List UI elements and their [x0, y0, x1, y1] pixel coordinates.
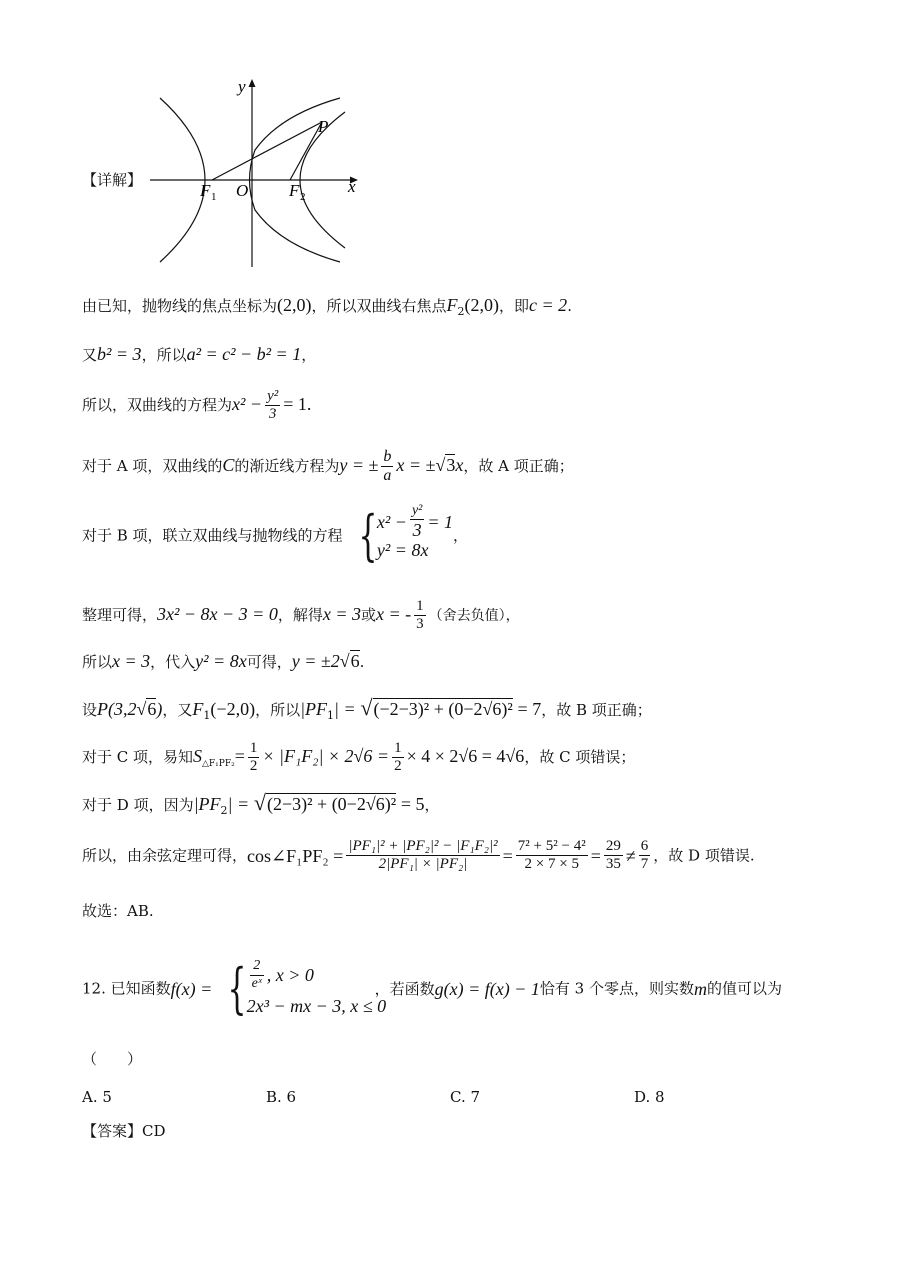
solution-line-3: 所以，双曲线的方程为x² − $\frac{\text{y²}}{3}$ = 1.	[82, 388, 312, 423]
label-f2-sub: 2	[300, 191, 306, 203]
question-12-paren: （ ）	[82, 1050, 143, 1068]
option-a: A. 5	[82, 1088, 112, 1106]
option-d: D. 8	[634, 1088, 665, 1106]
solution-line-7: 所以x = 3，代入y² = 8x可得，y = ±2√6.	[82, 651, 365, 671]
label-f1: F	[200, 181, 211, 200]
label-f2: F	[289, 181, 300, 200]
solution-line-11: 所以，由余弦定理可得，cos∠F₁PF₂ = $\frac{\text{|PF₁|² + |PF₂|² − |F₁F₂|²}}{\text{2|PF₁| × |PF₂|}}$ = $\frac{\text{7² + 5² − 4²}}{2 \times 7 \times 5}$ = $\frac{29}{35}$ ≠ $\frac{6}{7}$ ，故 D 项错误.	[82, 838, 755, 873]
solution-line-5: 对于 B 项，联立双曲线与抛物线的方程 { x² − $\frac{\text{y²}}{3}$ = 1 y² = 8x ，	[82, 503, 469, 567]
label-f1-sub: 1	[211, 191, 217, 203]
solution-line-10: 对于 D 项，因为$|PF_2| = √(2-3)^2 + (0-2√6)^2 = 5$，	[82, 790, 440, 817]
solution-line-9: 对于 C 项，易知$S_{\triangle F_1PF_2}=$ $\frac{1}{2}$ × |F₁F₂| × 2√6 = $\frac{1}{2}$ × 4 × 2√6 = 4√6，故 C 项错误；	[82, 740, 636, 775]
solution-line-6: 整理可得，3x² − 8x − 3 = 0，解得x = 3或x = - $\frac{1}{3}$ （舍去负值），	[82, 598, 520, 633]
piecewise-function: $\frac{2}{\text{eˣ}}$ , x > 0 2x³ − mx − 3, x ≤ 0	[246, 958, 387, 1016]
y-axis-arrow	[249, 79, 256, 87]
question-12: 12. 已知函数f(x) = { $\frac{2}{\text{eˣ}}$ , x > 0 2x³ − mx − 3, x ≤ 0 ，若函数g(x) = f(x) − 1恰有 3 个零点，则实数m的值可以为	[82, 957, 782, 1020]
detail-label: 【详解】	[82, 171, 143, 189]
option-b: B. 6	[266, 1088, 297, 1106]
solution-conclusion: 故选：AB.	[82, 902, 154, 920]
label-p: P	[318, 117, 329, 136]
hyperbola-parabola-figure	[140, 70, 370, 275]
label-y: y	[238, 77, 246, 96]
solution-line-8: 设P(3,2√6)，又$F_1(-2,0)$，所以$|PF_1| = √(-2-3)^2 + (0-2√6)^2 = 7$，故 B 项正确；	[82, 695, 652, 722]
label-origin: O	[236, 181, 249, 200]
equation-system: x² − $\frac{\text{y²}}{3}$ = 1 y² = 8x	[376, 503, 454, 560]
solution-line-4: 对于 A 项，双曲线的C的渐近线方程为y = ± $\frac{b}{a}$ x = ±√3x，故 A 项正确；	[82, 448, 574, 485]
answer-label: 【答案】CD	[82, 1122, 166, 1140]
label-x: x	[348, 177, 356, 196]
solution-line-2: 又b² = 3，所以a² = c² − b² = 1，	[82, 344, 317, 364]
option-c: C. 7	[450, 1088, 481, 1106]
solution-line-1: 由已知，抛物线的焦点坐标为(2,0)，所以双曲线右焦点$F_2(2,0)$，即c = 2.	[82, 295, 572, 318]
